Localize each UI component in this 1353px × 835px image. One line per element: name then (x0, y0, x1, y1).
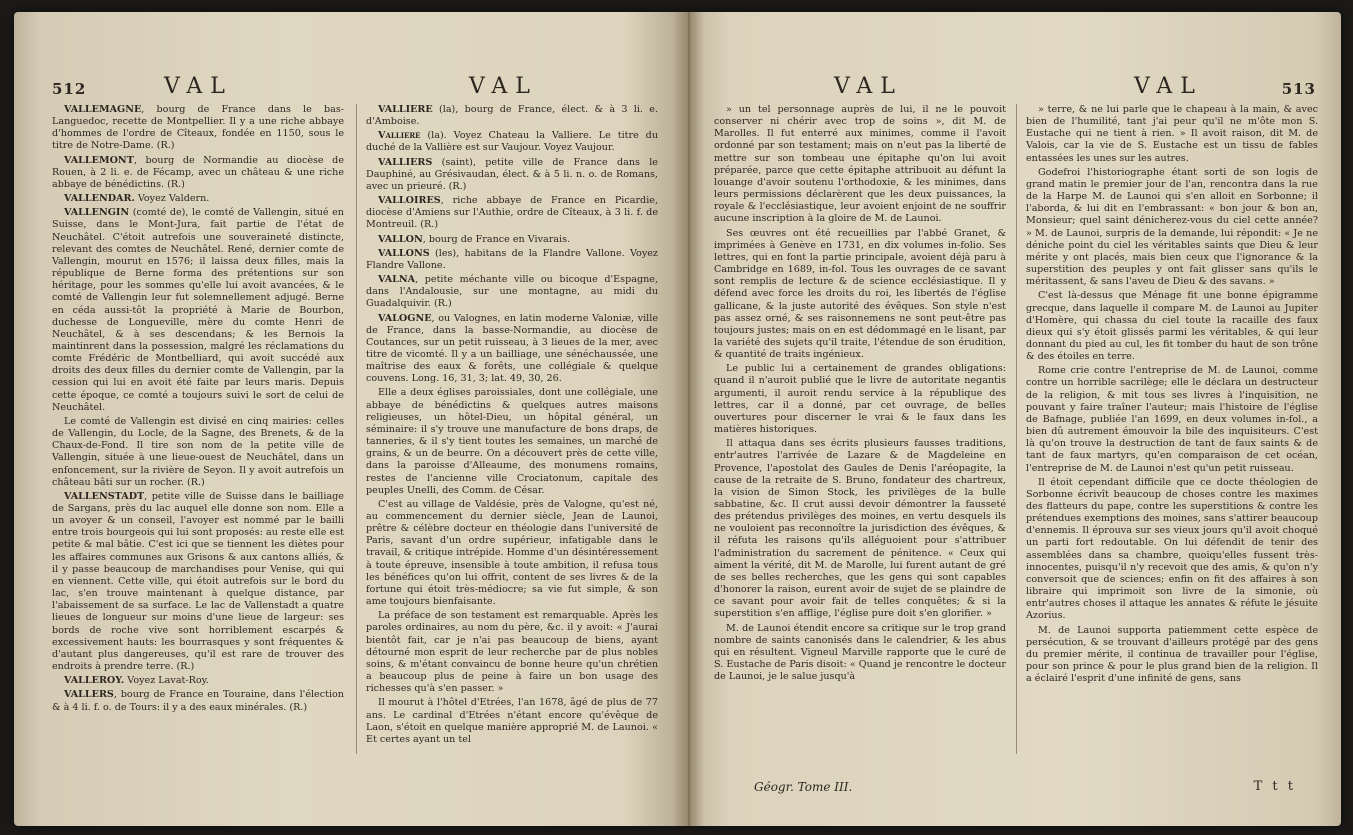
entry-text: » un tel personnage auprès de lui, il ne le pouvoit conserver ni chérir avec trop de soins », dit M. de Marolles. Il fut enterré aux minimes, comme il l'avoit ordonné par son testament; mais on n'eut pas la liberté de mettre sur son tombeau une épitaphe qu'on lui avoit préparée, parce que cette épitaphe attribuoit au défunt la louange d'avoir soutenu l'orthodoxie, & les minimes, dans leurs permissions déclarèrent que les deux puissances, la royale & l'ecclésiastique, leur avoient enjoint de ne souffrir aucune inscription à la gloire de M. de Launoi. (714, 104, 1006, 225)
dictionary-entry (52, 675, 344, 687)
dictionary-entry (714, 363, 1006, 436)
entry-headword: VALLENGIN (64, 207, 130, 219)
dictionary-entry (52, 689, 344, 713)
dictionary-entry (1026, 290, 1318, 363)
dictionary-entry (52, 207, 344, 414)
running-head (714, 70, 1324, 100)
column-rule (1016, 104, 1017, 754)
dictionary-entry (1026, 104, 1318, 165)
dictionary-entry (366, 130, 658, 154)
entry-text: , bourg de France en Vivarais. (422, 233, 571, 245)
entry-text: C'est là-dessus que Ménage fit une bonne épigramme grecque, dans laquelle il compare M. de Launoi au Jupiter d'Homère, qui chassa du ciel toute la racaille des faux dieux qui s'y étoit glissés parmi les véritables, & qui leur donnant du pied au cul, les fit tomber du haut de son trône & des étoiles en terre. (1026, 290, 1318, 363)
dictionary-entry (366, 234, 658, 246)
dictionary-entry (1026, 477, 1318, 623)
entry-headword: VALLERS (64, 689, 114, 701)
dictionary-entry (1026, 365, 1318, 474)
entry-text: , bourg de France en Touraine, dans l'élection & à 4 li. f. o. de Tours: il y a des eaux minérales. (R.) (52, 689, 344, 713)
entry-headword: VALLEROY. (64, 675, 125, 687)
dictionary-entry (366, 697, 658, 746)
entry-text: Il mourut à l'hôtel d'Etrées, l'an 1678, âgé de plus de 77 ans. Le cardinal d'Etrées n'étant encore qu'évêque de Laon, s'étoit en quelque manière approprié M. de Launoi. « Et certes ayant un tel (366, 697, 658, 745)
entry-text: La préface de son testament est remarquable. Après les paroles ordinaires, au nom du père, &c. il y avoit: « J'aurai bientôt fait, car je n'ai pas beaucoup de biens, ayant détourné mon esprit de leur recherche par de plus nobles soins, & m'étant convaincu de bonne heure qu'un chrétien a beaucoup plus de peine à faire un bon usage des richesses qu'à s'en passer. » (366, 610, 658, 695)
dictionary-entry (366, 274, 658, 310)
text-column (52, 104, 344, 804)
dictionary-entry (366, 313, 658, 386)
entry-text: , ou Valognes, en latin moderne Valoniæ, ville de France, dans la basse-Normandie, au diocèse de Coutances, sur un petit ruisseau, à 3 lieues de la mer, avec titre de vicomté. Il y a un bailliage, une sénéchaussée, une maîtrise des eaux & forêts, une collégiale & quelque couvens. Long. 16, 31, 3; lat. 49, 30, 26. (366, 312, 658, 385)
entry-headword: VALLON (378, 233, 423, 245)
dictionary-entry (366, 157, 658, 193)
entry-text: , petite ville de Suisse dans le bailliage de Sargans, près du lac auquel elle donne son nom. Elle a un avoyer & un conseil, l'avoyer est nommé par le bailli entre trois bourgeois qui lui sont proposés: au reste elle est petite & mal bâtie. C'est ici que se tiennent les diètes pour les affaires communes aux Grisons & aux cantons alliés, & il y passe beaucoup de marchandises pour Venise, qui qui en viennent. Cette ville, qui étoit autrefois sur le bord du lac, s'en trouve maintenant à quelque distance, par l'abaissement de sa surface. Le lac de Vallenstadt a quatre lieues de longueur sur moins d'une lieue de largeur: ses bords de roche vive sont horriblement escarpés & excessivement hauts: les bourrasques y sont fréquentes & d'autant plus dangereuses, qu'il est rare de trouver des endroits à prendre terre. (R.) (52, 490, 344, 673)
dictionary-entry (52, 491, 344, 673)
dictionary-entry (52, 416, 344, 489)
dictionary-entry (52, 193, 344, 205)
running-head-word: VAL (469, 74, 538, 99)
running-head-word: VAL (164, 74, 233, 99)
entry-headword: VALLENSTADT (64, 490, 145, 502)
dictionary-entry (366, 104, 658, 128)
dictionary-entry (714, 438, 1006, 620)
signature-note: Géogr. Tome III. (754, 780, 853, 794)
entry-headword: VALLENDAR. (64, 193, 135, 205)
right-page (714, 12, 1324, 826)
dictionary-entry (714, 623, 1006, 684)
signature-mark: T t t (1253, 779, 1296, 794)
entry-text: (les), habitans de la Flandre Vallone. Voyez Flandre Vallone. (366, 247, 658, 271)
dictionary-entry (366, 610, 658, 695)
entry-headword: VALLONS (378, 247, 430, 259)
dictionary-entry (366, 248, 658, 272)
text-column (366, 104, 658, 804)
entry-text: » terre, & ne lui parle que le chapeau à la main, & avec bien de l'humilité, tant j'ai peur qu'il ne m'ôte mon S. Eustache qui ne tient à rien. » Il avoit raison, dit M. de Valois, car la vie de S. Eustache est un tissu de fables entassées les unes sur les autres. (1026, 104, 1318, 164)
entry-text: Le public lui a certainement de grandes obligations: quand il n'auroit publié que le livre de autoritate negantis argumenti, il auroit rendu service à la république des lettres, car il a donné, par cet ouvrage, de belles ouvertures pour discerner le vrai & le faux dans les matières historiques. (714, 363, 1006, 436)
entry-headword: VALNA (378, 274, 416, 286)
entry-text: (saint), petite ville de France dans le Dauphiné, au Grésivaudan, élect. & à 5 li. n. o. de Romans, avec un prieuré. (R.) (366, 156, 658, 192)
dictionary-entry (714, 104, 1006, 226)
dictionary-entry (52, 155, 344, 191)
entry-text: , riche abbaye de France en Picardie, diocèse d'Amiens sur l'Authie, ordre de Cîteaux, à 3 li. f. de Montreuil. (R.) (366, 195, 658, 231)
entry-text: C'est au village de Valdésie, près de Valogne, qu'est né, au commencement du dernier siècle, Jean de Launoi, prêtre & célèbre docteur en théologie dans l'université de Paris, savant d'un ordre supérieur, infatigable dans le travail, & critique intrépide. Homme d'un désintéressement à toute épreuve, insensible à toute ambition, il refusa tous les bénéfices qu'on lui offrit, content de ses livres & de la fortune qui étoit très-médiocre; sa vie fut simple, & son ame toujours bienfaisante. (366, 498, 658, 608)
running-head (44, 70, 664, 100)
entry-text: Le comté de Vallengin est divisé en cinq mairies: celles de Vallengin, du Locle, de la Sagne, des Brenets, & de la Chaux-de-Fond. Il tire son nom de la petite ville de Vallengin, située à une lieue-ouest de Neuchâtel, dans un enfoncement, sur la rivière de Seyon. Il y avoit autrefois un château bâti sur un rocher. (R.) (52, 415, 344, 488)
entry-text: Voyez Lavat-Roy. (124, 675, 209, 687)
entry-text: (la), bourg de France, élect. & à 3 li. e. d'Amboise. (366, 104, 658, 128)
running-head-word: VAL (1134, 74, 1203, 99)
entry-text: Voyez Valdern. (134, 193, 210, 205)
entry-text: Elle a deux églises paroissiales, dont une collégiale, une abbaye de bénédictins & quelques autres maisons religieuses, un hôtel-Dieu, un hôpital général, un séminaire: il s'y trouve une manufacture de bons draps, de tanneries, & il s'y tient toutes les semaines, un marché de grains, & un de beurre. On a découvert près de cette ville, dans la paroisse d'Alleaume, des monumens romains, restes de l'ancienne ville Crociatonum, capitale des peuples Unelli, des Comm. de César. (366, 387, 658, 496)
left-page (44, 12, 664, 826)
book-gutter (674, 12, 704, 826)
column-rule (356, 104, 357, 754)
dictionary-entry (1026, 167, 1318, 289)
book-spread (14, 12, 1341, 826)
entry-text: Il étoit cependant difficile que ce docte théologien de Sorbonne écrivît beaucoup de choses contre les maximes des flatteurs du pape, contre les superstitions & contre les prétendues exemptions des moines, sans s'attirer beaucoup d'ennemis. Il éprouva sur ses vieux jours qu'il avoit choqué un parti fort redoutable. On lui défendit de tenir des assemblées dans sa chambre, quoiqu'elles fussent très-innocentes, puisqu'il n'y recevoit que des amis, & qu'on n'y conversoit que de sciences; enfin on fit des affaires à son libraire qui imprimoit son livre de la simonie, où entr'autres choses il attaque les annates & réfute le jésuite Azorius. (1026, 476, 1318, 622)
entry-headword: VALLOIRES (378, 195, 441, 207)
entry-headword: VALLIERS (378, 156, 433, 168)
dictionary-entry (366, 387, 658, 496)
dictionary-entry (1026, 625, 1318, 686)
dictionary-entry (714, 228, 1006, 362)
entry-headword: VALOGNE (378, 312, 432, 324)
entry-text: (comté de), le comté de Vallengin, situé en Suisse, dans le Mont-Jura, fait partie de l'état de Neuchâtel. C'étoit autrefois une souveraineté distincte, relevant des comtes de Neuchâtel. René, dernier comte de Vallengin, mourut en 1576; il laissa deux filles, mais la république de Berne forma des prétentions sur son héritage, pour les sommes qu'elle lui avoit avancées, & le comté de Vallengin leur fut solemnellement adjugé. Berne en céda aussi-tôt la propriété à Marie de Bourbon, duchesse de Longueville, mère du comte Henri de Neuchâtel, & à ses descendans; & les Bernois la maintinrent dans la possession, malgré les réclamations du comte Frédéric de Montbelliard, qui avoit succédé aux droits des deux filles du dernier comte de Vallengin, par la cession qui lui en avoit été faite par leurs maris. Depuis cette époque, ce comté a toujours suivi le sort de celui de Neuchâtel. (52, 207, 344, 413)
entry-headword: VALLEMAGNE (64, 104, 142, 115)
entry-text: , bourg de France dans le bas-Languedoc, recette de Montpellier. Il y a une riche abbaye d'hommes de l'ordre de Cîteaux, fondée en 1150, sous le titre de Notre-Dame. (R.) (52, 104, 344, 152)
text-column (1026, 104, 1318, 804)
dictionary-entry (52, 104, 344, 153)
entry-text: Ses œuvres ont été recueillies par l'abbé Granet, & imprimées à Genève en 1731, en dix volumes in-folio. Ses lettres, qui en font la partie principale, avoient déjà paru à Cambridge en 1689, in-fol. Tous les ouvrages de ce savant sont remplis de lecture & de science ecclésiastique. Il y défend avec force les droits du roi, les libertés de l'église gallicane, & la juste autorité des évêques. Son style n'est pas assez orné, & ses raisonnemens ne sont peut-être pas toujours justes; mais on en est dédommagé en le lisant, par la variété des sujets qu'il traite, l'étendue de son érudition, & quantité de traits ingénieux. (714, 227, 1006, 361)
text-column (714, 104, 1006, 804)
page-number: 512 (52, 80, 87, 98)
entry-headword: VALLEMONT (64, 154, 134, 166)
dictionary-entry (366, 499, 658, 608)
dictionary-entry (366, 195, 658, 231)
entry-headword: Valliere (378, 130, 421, 142)
entry-text: Godefroi l'historiographe étant sorti de son logis de grand matin le premier jour de l'an, rencontra dans la rue de la Harpe M. de Launoi qui s'en alloit en Sorbonne; il l'aborda, & lui dit en l'embrassant: « bon jour & bon an, Monsieur; quel saint dénicherez-vous du ciel cette année? » M. de Launoi, surpris de la demande, lui répondit: « Je ne déniche point du ciel les véritables saints que Dieu & leur mérite y ont placés, mais bien ceux que l'ignorance & la superstition des peuples y ont fait glisser sans qu'ils le méritassent, & sans l'aveu de Dieu & des savans. » (1026, 166, 1318, 288)
entry-headword: VALLIERE (378, 104, 433, 115)
entry-text: Il attaqua dans ses écrits plusieurs fausses traditions, entr'autres l'arrivée de Lazare & de Magdeleine en Provence, l'apostolat des Gaules de Denis l'aréopagite, la cause de la retraite de S. Bruno, fondateur des chartreux, la vision de Simon Stock, les privilèges de la bulle sabbatine, &c. Il crut aussi devoir démontrer la fausseté des prétendus privilèges des moines, en vertu desquels ils ne vouloient pas reconnoître la jurisdiction des évêques, & il réfuta les raisons qu'ils alléguoient pour s'attribuer l'administration du sacrement de pénitence. « Ceux qui aiment la vérité, dit M. de Marolle, lui furent autant de gré de ses belles recherches, que les gens qui sont capables d'honorer la raison, eurent avoir de sujet de se plaindre de ce savant pour avoir fait de telles conquêtes; & si la superstition s'en afflige, l'église pure doit s'en glorifier. » (714, 438, 1006, 620)
running-head-word: VAL (834, 74, 903, 99)
entry-text: , petite méchante ville ou bicoque d'Espagne, dans l'Andalousie, sur une montagne, au midi du Guadalquivir. (R.) (366, 274, 658, 310)
entry-text: Rome crie contre l'entreprise de M. de Launoi, comme contre un horrible sacrilège; elle le déclara un destructeur de la religion, & mit tous ses livres à l'inquisition, ne pouvant y faire traîner l'auteur; mais l'histoire de l'église de Bafnage, publiée l'an 1699, en deux volumes in-fol., a bien dû autrement émouvoir la bile des inquisiteurs. C'est là qu'on trouve la destruction de tant de faux saints & de tant de faux martyrs, qu'en comparaison de cet océan, l'entreprise de M. de Launoi n'est qu'un petit ruisseau. (1026, 365, 1318, 474)
page-number: 513 (1281, 80, 1316, 98)
entry-text: (la). Voyez Chateau la Valliere. Le titre du duché de la Vallière est sur Vaujour. Voyez Vaujour. (366, 130, 658, 154)
entry-text: M. de Launoi étendit encore sa critique sur le trop grand nombre de saints canonisés dans le calendrier, & les abus qui en résultent. Vigneul Marville rapporte que le curé de S. Eustache de Paris disoit: « Quand je rencontre le docteur de Launoi, je le salue jusqu'à (714, 622, 1006, 683)
entry-text: , bourg de Normandie au diocèse de Rouen, à 2 li. e. de Fécamp, avec un château & une riche abbaye de bénédictins. (R.) (52, 154, 344, 190)
entry-text: M. de Launoi supporta patiemment cette espèce de persécution, & se trouvant d'ailleurs protégé par des gens du premier mérite, il continua de travailler pour l'église, pour son prince & pour le plus grand bien de la religion. Il a éclairé l'esprit d'une infinité de gens, sans (1026, 624, 1318, 685)
